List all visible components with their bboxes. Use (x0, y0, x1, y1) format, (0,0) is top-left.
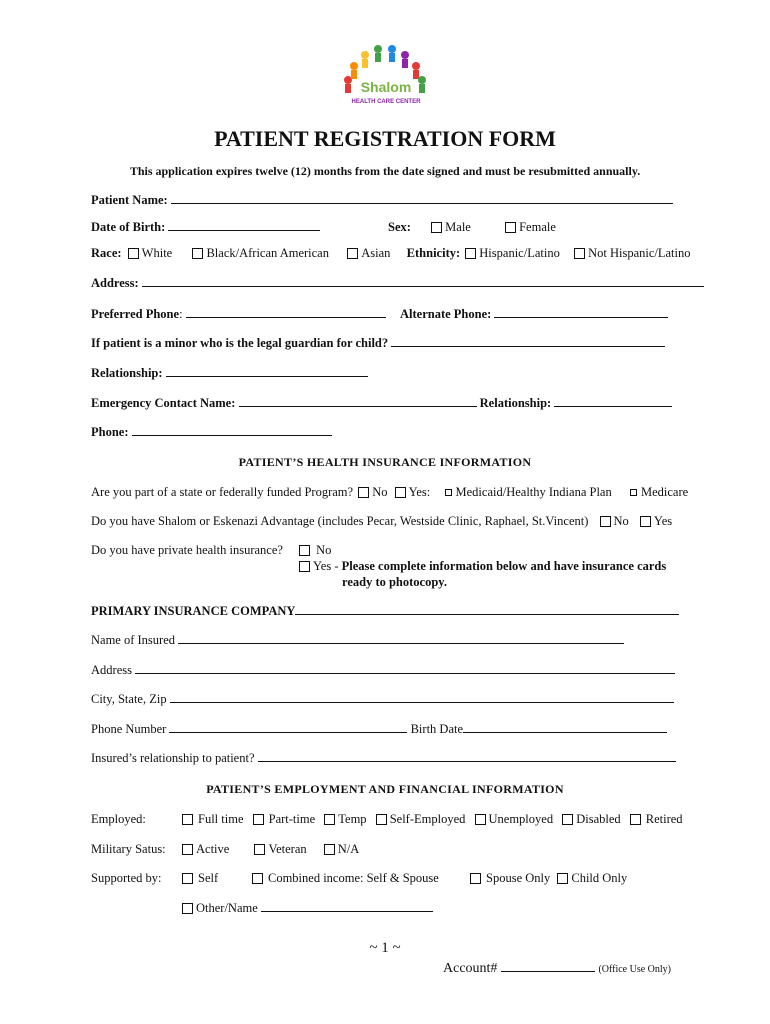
insured-city-row (91, 692, 674, 707)
combined-checkbox[interactable] (252, 873, 263, 884)
combined-label: Combined income: Self & Spouse (268, 871, 439, 885)
disabled-checkbox[interactable] (562, 814, 573, 825)
supported-label: Supported by: (91, 871, 162, 885)
child-only-label: Child Only (571, 871, 628, 885)
emergency-relationship-field[interactable] (554, 396, 672, 407)
na-checkbox[interactable] (324, 844, 335, 855)
temp-label: Temp (338, 812, 367, 826)
expiration-note: This application expires twelve (12) months from the date signed and must be resubmitted annually. (129, 164, 641, 178)
race-row (91, 246, 691, 261)
dob-field[interactable] (168, 220, 320, 231)
alternate-phone-label: Alternate Phone: (400, 307, 492, 321)
sex-label: Sex: (388, 220, 411, 234)
insured-relationship-label: Insured’s relationship to patient? (91, 751, 255, 765)
account-row (443, 961, 671, 977)
insurance-heading: PATIENT’S HEALTH INSURANCE INFORMATION (238, 455, 532, 469)
black-label: Black/African American (206, 246, 329, 260)
not-hispanic-label: Not Hispanic/Latino (588, 246, 691, 260)
hispanic-checkbox[interactable] (465, 248, 476, 259)
address-row (91, 276, 704, 291)
patient-name-label: Patient Name: (91, 193, 168, 207)
white-checkbox[interactable] (128, 248, 139, 259)
male-checkbox[interactable] (431, 222, 442, 233)
alternate-phone-row (400, 307, 668, 322)
emergency-name-field[interactable] (239, 396, 477, 407)
self-employed-label: Self-Employed (389, 812, 466, 826)
insured-relationship-row (91, 751, 676, 766)
veteran-checkbox[interactable] (254, 844, 265, 855)
insured-relationship-field[interactable] (258, 751, 676, 762)
primary-insurance-field[interactable] (295, 604, 679, 615)
not-hispanic-checkbox[interactable] (574, 248, 585, 259)
dob-row (91, 220, 320, 235)
insured-birth-field[interactable] (463, 722, 667, 733)
relationship-label: Relationship: (91, 366, 163, 380)
white-label: White (141, 246, 173, 260)
emergency-row (91, 396, 672, 411)
guardian-row (91, 336, 665, 351)
other-checkbox[interactable] (182, 903, 193, 914)
insured-address-row (91, 663, 675, 678)
hispanic-label: Hispanic/Latino (479, 246, 560, 260)
asian-checkbox[interactable] (347, 248, 358, 259)
part-time-checkbox[interactable] (253, 814, 264, 825)
private-yes-note: Please complete information below and have insurance cards (341, 559, 667, 573)
primary-insurance-label: PRIMARY INSURANCE COMPANY (91, 604, 296, 618)
state-yes-checkbox[interactable] (395, 487, 406, 498)
insured-address-field[interactable] (135, 663, 675, 674)
shalom-advantage-row (91, 514, 672, 529)
temp-checkbox[interactable] (324, 814, 335, 825)
relationship-row (91, 366, 368, 381)
insured-city-field[interactable] (170, 692, 674, 703)
race-label: Race: (91, 246, 122, 260)
retired-checkbox[interactable] (630, 814, 641, 825)
preferred-phone-row: Preferred Phone: (91, 307, 386, 322)
insured-name-field[interactable] (178, 633, 624, 644)
private-yes-checkbox[interactable] (299, 561, 310, 572)
phone-row (91, 425, 332, 440)
full-time-label: Full time (198, 812, 244, 826)
state-program-question: Are you part of a state or federally funded Program? (91, 485, 354, 499)
sex-row (388, 220, 556, 235)
active-label: Active (196, 842, 230, 856)
relationship-field[interactable] (166, 366, 368, 377)
private-yes-row (299, 559, 666, 574)
self-checkbox[interactable] (182, 873, 193, 884)
veteran-label: Veteran (268, 842, 307, 856)
spouse-only-label: Spouse Only (486, 871, 551, 885)
insured-phone-label: Phone Number (91, 722, 167, 736)
medicare-label: Medicare (640, 485, 689, 499)
active-checkbox[interactable] (182, 844, 193, 855)
employed-options (182, 812, 683, 827)
private-no-row (299, 543, 331, 558)
guardian-field[interactable] (391, 336, 665, 347)
preferred-phone-label: Preferred Phone (91, 307, 180, 321)
state-no-checkbox[interactable] (358, 487, 369, 498)
account-field[interactable] (501, 961, 595, 972)
address-label: Address: (91, 276, 139, 290)
insured-address-label: Address (91, 663, 132, 677)
full-time-checkbox[interactable] (182, 814, 193, 825)
medicaid-checkbox[interactable] (445, 489, 452, 496)
insured-city-label: City, State, Zip (91, 692, 167, 706)
supported-combined (252, 871, 439, 886)
phone-label: Phone: (91, 425, 129, 439)
shalom-no-label: No (613, 514, 629, 528)
female-label: Female (519, 220, 556, 234)
employment-heading: PATIENT’S EMPLOYMENT AND FINANCIAL INFORMATION (206, 782, 564, 796)
preferred-phone-field[interactable] (186, 307, 386, 318)
other-name-row (182, 901, 433, 916)
retired-label: Retired (645, 812, 683, 826)
insured-name-label: Name of Insured (91, 633, 175, 647)
military-label: Military Satus: (91, 842, 166, 856)
self-employed-checkbox[interactable] (376, 814, 387, 825)
self-label: Self (198, 871, 219, 885)
private-yes-label: Yes - (313, 559, 342, 573)
state-yes-label: Yes: (408, 485, 431, 499)
supported-spouse-child (470, 871, 627, 886)
insured-phone-row (91, 722, 667, 737)
office-use-note: (Office Use Only) (598, 964, 672, 975)
private-question: Do you have private health insurance? (91, 543, 283, 557)
female-checkbox[interactable] (505, 222, 516, 233)
unemployed-label: Unemployed (488, 812, 554, 826)
medicaid-label: Medicaid/Healthy Indiana Plan (455, 485, 612, 499)
logo-subtitle: HEALTH CARE CENTER (351, 99, 421, 105)
shalom-no-checkbox[interactable] (600, 516, 611, 527)
military-options (182, 842, 359, 857)
insured-birth-label: Birth Date (410, 722, 464, 736)
emergency-label: Emergency Contact Name: (91, 396, 236, 410)
address-field[interactable] (142, 276, 704, 287)
spouse-only-checkbox[interactable] (470, 873, 481, 884)
patient-name-row (91, 193, 673, 208)
child-only-checkbox[interactable] (557, 873, 568, 884)
unemployed-checkbox[interactable] (475, 814, 486, 825)
shalom-question: Do you have Shalom or Eskenazi Advantage (includes Pecar, Westside Clinic, Raphael, St.Vincent) (91, 514, 589, 528)
shalom-yes-checkbox[interactable] (640, 516, 651, 527)
shalom-yes-label: Yes (653, 514, 673, 528)
asian-label: Asian (361, 246, 391, 260)
page-number: ~ 1 ~ (369, 940, 401, 956)
insured-phone-field[interactable] (169, 722, 407, 733)
ethnicity-label: Ethnicity: (406, 246, 461, 260)
male-label: Male (445, 220, 471, 234)
other-name-field[interactable] (261, 901, 433, 912)
black-checkbox[interactable] (192, 248, 203, 259)
patient-name-field[interactable] (171, 193, 673, 204)
state-no-label: No (372, 485, 388, 499)
state-program-row (91, 485, 688, 500)
primary-insurance-row (91, 604, 679, 619)
disabled-label: Disabled (576, 812, 621, 826)
logo-brand: Shalom (360, 79, 412, 95)
private-no-checkbox[interactable] (299, 545, 310, 556)
employed-label: Employed: (91, 812, 146, 826)
medicare-checkbox[interactable] (630, 489, 637, 496)
insured-name-row (91, 633, 624, 648)
other-label: Other/Name (196, 901, 258, 915)
private-no-label: No (316, 543, 332, 557)
part-time-label: Part-time (268, 812, 316, 826)
page-title: PATIENT REGISTRATION FORM (214, 126, 556, 151)
guardian-label: If patient is a minor who is the legal guardian for child? (91, 336, 389, 350)
shalom-logo (330, 42, 440, 108)
account-label: Account# (443, 961, 498, 976)
alternate-phone-field[interactable] (494, 307, 668, 318)
dob-label: Date of Birth: (91, 220, 166, 234)
phone-field[interactable] (132, 425, 332, 436)
private-yes-note-2: ready to photocopy. (342, 575, 447, 589)
na-label: N/A (337, 842, 360, 856)
supported-self (182, 871, 218, 886)
emergency-relationship-label: Relationship: (479, 396, 552, 410)
